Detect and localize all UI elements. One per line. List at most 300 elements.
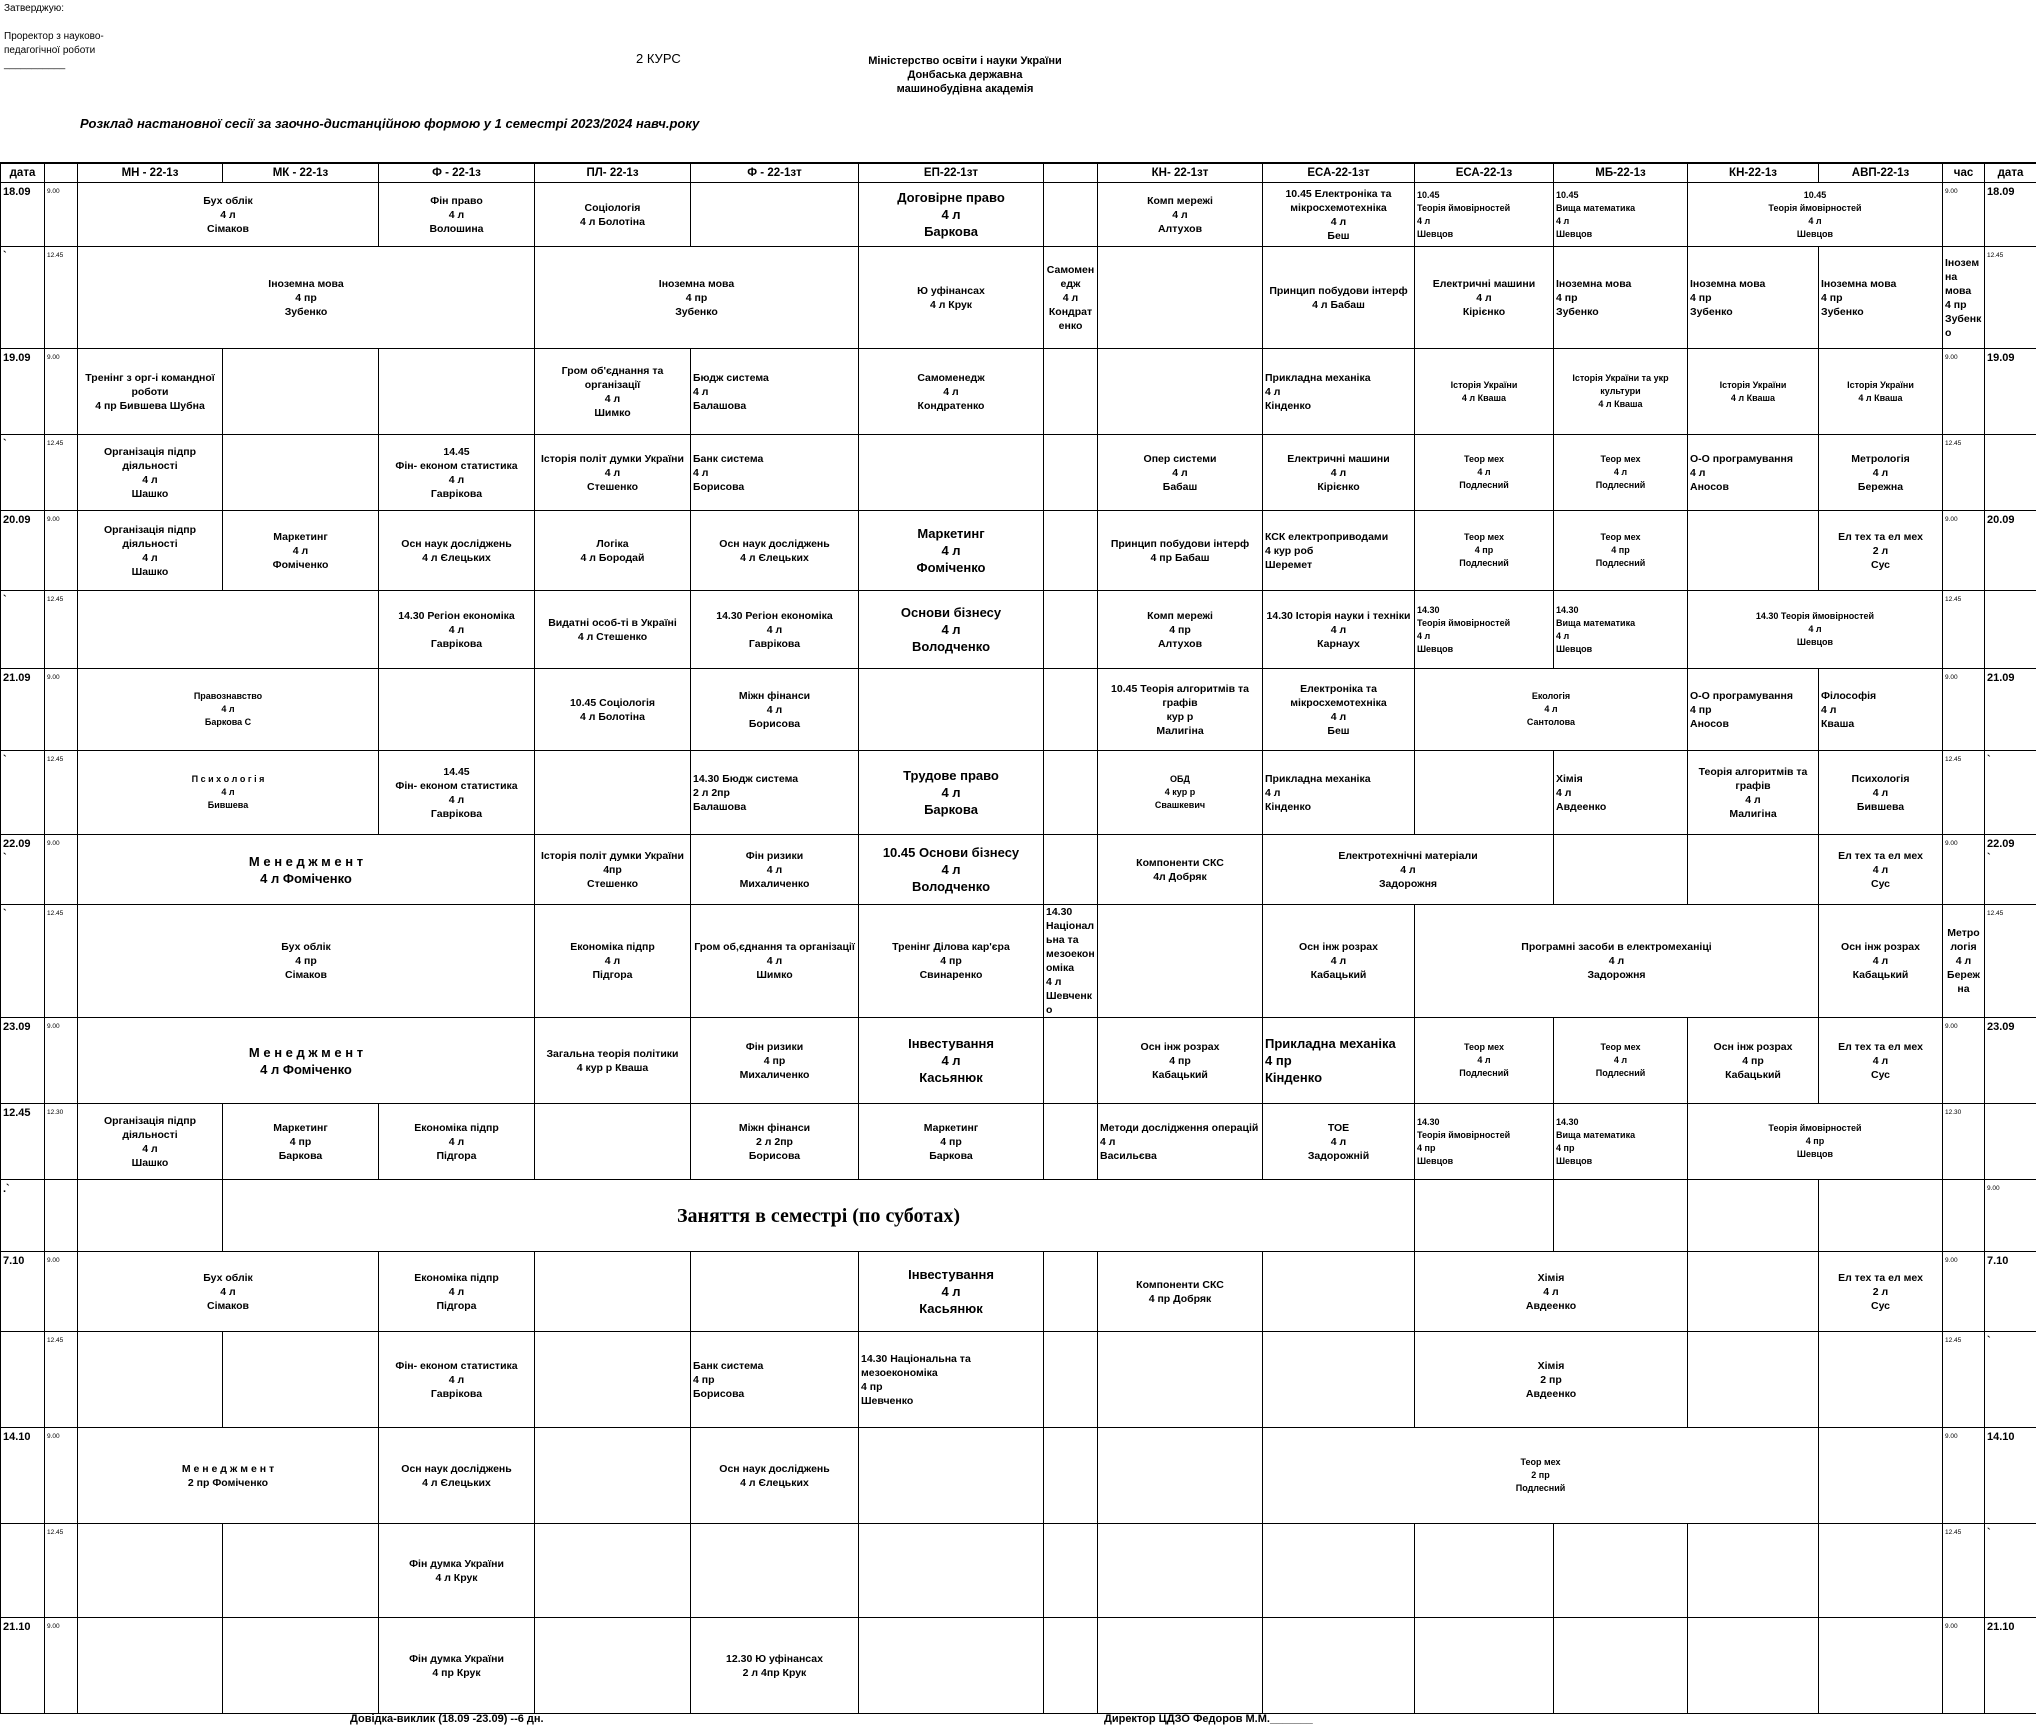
class-cell	[1415, 669, 1688, 751]
time-cell	[45, 349, 78, 435]
cell-text: Договірне право 4 л Баркова	[897, 190, 1005, 239]
class-cell	[1044, 247, 1098, 349]
cell-text: Комп мережі 4 л Алтухов	[1147, 194, 1213, 235]
class-cell	[1554, 1618, 1688, 1714]
column-header: Ф - 22-1з	[379, 163, 535, 183]
class-cell	[223, 349, 379, 435]
cell-text: Історія України та укр культури 4 л Кваша	[1572, 373, 1669, 409]
time-cell	[1943, 669, 1985, 751]
class-cell	[1098, 247, 1263, 349]
cell-text: 12.45	[1945, 1529, 1962, 1536]
column-header: дата	[1, 163, 45, 183]
date-cell	[1, 669, 45, 751]
cell-text: 9.00	[1945, 1433, 1958, 1440]
class-cell	[223, 511, 379, 591]
time-cell	[45, 1104, 78, 1180]
cell-text: 9.00	[1945, 516, 1958, 523]
schedule-row	[1, 1018, 2036, 1104]
cell-text: 12.45	[47, 596, 64, 603]
cell-text: Метрологія 4 л Бережна	[1947, 927, 1980, 995]
cell-text: М е н е д ж м е н т 4 л Фоміченко	[248, 1044, 364, 1077]
cell-text: 10.45 Теорія ймовірностей 4 л Шевцов	[1768, 189, 1862, 239]
time-cell	[1985, 905, 2036, 1018]
cell-text: Осн інж розрах 4 л Кабацький	[1299, 941, 1378, 981]
time-cell	[1943, 1618, 1985, 1714]
cell-text: 18.09	[3, 186, 31, 198]
cell-text: Ел тех та ел мех 4 л Сус	[1838, 849, 1923, 890]
cell-text: Самоменедж 4 л Кондратенко	[917, 371, 985, 412]
time-cell	[45, 669, 78, 751]
class-cell	[1554, 1524, 1688, 1618]
cell-text: Компоненти СКС 4л Добряк	[1136, 856, 1224, 883]
class-cell	[1819, 1618, 1943, 1714]
class-cell	[1415, 1104, 1554, 1180]
time-cell	[45, 835, 78, 905]
class-cell	[1688, 591, 1943, 669]
class-cell	[859, 1252, 1044, 1332]
class-cell	[859, 1018, 1044, 1104]
time-cell	[45, 1018, 78, 1104]
class-cell	[78, 1180, 223, 1252]
cell-text: 10.45 Основи бізнесу 4 л Володченко	[882, 845, 1020, 894]
class-cell	[535, 835, 691, 905]
class-cell	[1943, 905, 1985, 1018]
cell-text: `	[1987, 1527, 1991, 1539]
class-cell	[1819, 1252, 1943, 1332]
date-cell	[1985, 835, 2036, 905]
column-header: МК - 22-1з	[223, 163, 379, 183]
class-cell	[1554, 1180, 1688, 1252]
class-cell	[1263, 905, 1415, 1018]
date-cell	[1985, 1018, 2036, 1104]
class-cell	[859, 1524, 1044, 1618]
class-cell	[1688, 669, 1819, 751]
class-cell	[1415, 1524, 1554, 1618]
class-cell	[1263, 591, 1415, 669]
date-cell	[1985, 1428, 2036, 1524]
class-cell	[691, 669, 859, 751]
cell-text: Осн наук досліджень 4 л Єлецьких	[401, 537, 512, 564]
schedule-row	[1, 349, 2036, 435]
class-cell	[691, 751, 859, 835]
cell-text: М е н е д ж м е н т 4 л Фоміченко	[248, 853, 364, 886]
date-cell	[1, 1332, 45, 1428]
cell-text: Маркетинг 4 пр Баркова	[923, 1121, 979, 1162]
cell-text: 9.00	[1945, 354, 1958, 361]
cell-text: 14.30 Регіон економіка 4 л Гаврікова	[398, 609, 515, 650]
cell-text: Іноземна мова 4 пр Зубенко	[1821, 277, 1897, 318]
schedule-row	[1, 1332, 2036, 1428]
cell-text: Хімія 2 пр Авдеенко	[1525, 1359, 1577, 1400]
class-cell	[1263, 349, 1415, 435]
cell-text: 22.09 `	[3, 838, 31, 864]
class-cell	[1263, 1524, 1415, 1618]
cell-text: Інвестування 4 л Касьянюк	[908, 1267, 994, 1316]
class-cell	[78, 1332, 223, 1428]
cell-text: Теор мех 4 л Подлесний	[1595, 454, 1646, 490]
cell-text: 9.00	[1945, 840, 1958, 847]
date-cell	[1, 435, 45, 511]
cell-text: 14.45 Фін- економ статистика 4 л Гаврікова	[395, 445, 518, 500]
class-cell	[691, 591, 859, 669]
class-cell	[535, 1428, 691, 1524]
class-cell	[1098, 183, 1263, 247]
class-cell	[535, 1018, 691, 1104]
cell-text: Компоненти СКС 4 пр Добряк	[1136, 1278, 1224, 1305]
cell-text: 12.45	[47, 756, 64, 763]
cell-text: 14.30 Теорія ймовірностей 4 л Шевцов	[1755, 611, 1875, 647]
class-cell	[1044, 435, 1098, 511]
class-cell	[1044, 1018, 1098, 1104]
schedule-row	[1, 511, 2036, 591]
class-cell	[1688, 1018, 1819, 1104]
date-cell	[1, 349, 45, 435]
class-cell	[1819, 247, 1943, 349]
cell-text: 14.30 Регіон економіка 4 л Гаврікова	[716, 609, 833, 650]
date-cell	[1, 1180, 45, 1252]
class-cell	[1819, 905, 1943, 1018]
cell-text: 20.09	[3, 514, 31, 526]
time-cell	[45, 1252, 78, 1332]
class-cell	[535, 1252, 691, 1332]
column-header: дата	[1985, 163, 2036, 183]
cell-text: 21.09	[1987, 672, 2015, 684]
schedule-title: Розклад настановної сесії за заочно-дистанційною формою у 1 семестрі 2023/2024 навч.року	[80, 116, 700, 131]
class-cell	[535, 183, 691, 247]
class-cell	[1688, 183, 1943, 247]
cell-text: Історія України 4 л Кваша	[1847, 379, 1914, 403]
cell-text: Логіка 4 л Бородай	[580, 537, 645, 564]
cell-text: Фін ризики 4 пр Михаличенко	[739, 1040, 810, 1081]
date-cell	[1, 1618, 45, 1714]
schedule-row	[1, 751, 2036, 835]
cell-text: Теор мех 4 пр Подлесний	[1459, 532, 1509, 568]
class-cell	[1263, 1104, 1415, 1180]
class-cell	[1819, 435, 1943, 511]
class-cell	[1044, 511, 1098, 591]
schedule-body	[1, 163, 2036, 1714]
cell-text: `	[1987, 754, 1991, 766]
cell-text: Психологія 4 л Бившева	[1851, 772, 1910, 813]
cell-text: Фін думка України 4 пр Крук	[409, 1652, 504, 1679]
cell-text: Гром об,єднання та організації 4 л Шимко	[694, 941, 855, 981]
class-cell	[1554, 435, 1688, 511]
cell-text: Інвестування 4 л Касьянюк	[908, 1036, 994, 1085]
class-cell	[535, 751, 691, 835]
class-cell	[1554, 835, 1688, 905]
class-cell	[78, 1104, 223, 1180]
class-cell	[859, 1104, 1044, 1180]
class-cell	[78, 435, 223, 511]
cell-text: 9.00	[1945, 188, 1958, 195]
column-header: ЕП-22-1зт	[859, 163, 1044, 183]
cell-text: Іноземна мова 4 пр Зубенко	[658, 277, 735, 318]
class-cell	[379, 1618, 535, 1714]
cell-text: Хімія 4 л Авдеенко	[1556, 772, 1607, 813]
time-cell	[1943, 435, 1985, 511]
cell-text: Осн інж розрах 4 пр Кабацький	[1140, 1040, 1220, 1081]
class-cell	[379, 591, 535, 669]
date-cell	[1, 751, 45, 835]
class-cell	[1098, 1524, 1263, 1618]
schedule-row	[1, 435, 2036, 511]
class-cell	[223, 435, 379, 511]
time-cell	[1943, 1524, 1985, 1618]
time-cell	[1943, 1018, 1985, 1104]
semester-banner	[223, 1180, 1415, 1252]
class-cell	[379, 669, 535, 751]
cell-text: Комп мережі 4 пр Алтухов	[1147, 609, 1213, 650]
cell-text: Електроніка та мікросхемотехніка 4 л Беш	[1290, 682, 1387, 737]
class-cell	[859, 183, 1044, 247]
cell-text: Осн наук досліджень 4 л Єлецьких	[401, 1462, 512, 1489]
class-cell	[1688, 1618, 1819, 1714]
date-cell	[1985, 1332, 2036, 1428]
cell-text: 10.45 Теорія алгоритмів та графів кур р Малигіна	[1111, 682, 1249, 737]
approval-line: ___________	[4, 59, 66, 70]
time-cell	[45, 751, 78, 835]
cell-text: 12.45	[47, 1529, 64, 1536]
cell-text: О-О програмування 4 л Аносов	[1690, 452, 1793, 493]
class-cell	[1098, 669, 1263, 751]
class-cell	[1098, 1018, 1263, 1104]
class-cell	[1098, 1104, 1263, 1180]
class-cell	[1819, 835, 1943, 905]
class-cell	[1044, 905, 1098, 1018]
cell-text: Міжн фінанси 2 л 2пр Борисова	[738, 1121, 811, 1162]
cell-text: Правознавство 4 л Баркова С	[193, 691, 263, 727]
time-cell	[1943, 511, 1985, 591]
class-cell	[535, 247, 859, 349]
cell-text: `	[3, 908, 7, 920]
date-cell	[1, 511, 45, 591]
cell-text: Осн інж розрах 4 пр Кабацький	[1713, 1040, 1793, 1081]
class-cell	[1044, 669, 1098, 751]
cell-text: Організація підпр діяльності 4 л Шашко	[103, 523, 197, 578]
class-cell	[1098, 1618, 1263, 1714]
cell-text: Теор мех 4 пр Подлесний	[1595, 532, 1646, 568]
date-cell	[1, 591, 45, 669]
cell-text: 14.30 Теорія ймовірностей 4 л Шевцов	[1417, 604, 1511, 654]
class-cell	[691, 349, 859, 435]
cell-text: Бух облік 4 л Сімаков	[203, 1271, 253, 1312]
class-cell	[1044, 1332, 1098, 1428]
cell-text: Прикладна механіка 4 л Кінденко	[1265, 772, 1371, 813]
cell-text: ОБД 4 кур р Свашкевич	[1154, 774, 1206, 810]
class-cell	[691, 1252, 859, 1332]
date-cell	[1985, 1618, 2036, 1714]
class-cell	[379, 1252, 535, 1332]
date-cell	[1, 247, 45, 349]
class-cell	[859, 1332, 1044, 1428]
class-cell	[1688, 1180, 1819, 1252]
date-cell	[1985, 751, 2036, 835]
class-cell	[78, 511, 223, 591]
course-label: 2 КУРС	[636, 51, 681, 66]
class-cell	[535, 511, 691, 591]
cell-text: Трудове право 4 л Баркова	[903, 768, 999, 817]
cell-text: Іноземна мова 4 пр Зубенко	[1690, 277, 1766, 318]
class-cell	[691, 1618, 859, 1714]
cell-text: Маркетинг 4 пр Баркова	[273, 1121, 328, 1162]
class-cell	[1263, 511, 1415, 591]
approval-line	[4, 16, 104, 30]
cell-text: М е н е д ж м е н т 2 пр Фоміченко	[181, 1462, 275, 1489]
time-cell	[1943, 183, 1985, 247]
class-cell	[1098, 751, 1263, 835]
class-cell	[78, 835, 535, 905]
class-cell	[1415, 1252, 1688, 1332]
class-cell	[1044, 1618, 1098, 1714]
class-cell	[1044, 349, 1098, 435]
date-cell	[1, 183, 45, 247]
class-cell	[691, 435, 859, 511]
cell-text: Економіка підпр 4 л Підгора	[414, 1271, 499, 1312]
cell-text: 14.45 Фін- економ статистика 4 л Гаврікова	[395, 765, 518, 820]
cell-text: 19.09	[3, 352, 31, 364]
class-cell	[1554, 1018, 1688, 1104]
class-cell	[379, 1524, 535, 1618]
cell-text: 20.09	[1987, 514, 2015, 526]
class-cell	[1554, 349, 1688, 435]
class-cell	[1415, 1332, 1688, 1428]
class-cell	[535, 349, 691, 435]
class-cell	[1688, 1104, 1943, 1180]
schedule-row	[1, 835, 2036, 905]
cell-text: 14.30 Теорія ймовірностей 4 пр Шевцов	[1417, 1116, 1511, 1166]
class-cell	[859, 751, 1044, 835]
cell-text: Прикладна механіка 4 л Кінденко	[1265, 371, 1371, 412]
time-cell	[1943, 591, 1985, 669]
cell-text: Теор мех 4 л Подлесний	[1595, 1042, 1646, 1078]
class-cell	[78, 1252, 379, 1332]
class-cell	[1819, 1018, 1943, 1104]
date-cell	[1985, 511, 2036, 591]
cell-text: Програмні засоби в електромеханіці 4 л Задорожня	[1521, 941, 1712, 981]
class-cell	[1554, 1104, 1688, 1180]
class-cell	[1263, 835, 1554, 905]
footer-certificate-note: Довідка-виклик (18.09 -23.09) --6 дн.	[350, 1713, 544, 1725]
cell-text: 22.09 `	[1987, 838, 2015, 864]
cell-text: Фін ризики 4 л Михаличенко	[739, 849, 810, 890]
class-cell	[1688, 1252, 1819, 1332]
cell-text: Тренінг Ділова кар'єра 4 пр Свинаренко	[892, 941, 1010, 981]
class-cell	[1554, 511, 1688, 591]
class-cell	[1943, 1180, 1985, 1252]
class-cell	[1688, 1332, 1819, 1428]
class-cell	[535, 1104, 691, 1180]
cell-text: 9.00	[47, 188, 60, 195]
cell-text: 12.45	[47, 440, 64, 447]
class-cell	[859, 669, 1044, 751]
cell-text: 12.45	[1945, 440, 1962, 447]
schedule-row	[1, 183, 2036, 247]
class-cell	[379, 1104, 535, 1180]
cell-text: 12.45	[47, 1337, 64, 1344]
schedule-row	[1, 669, 2036, 751]
class-cell	[1044, 591, 1098, 669]
class-cell	[1044, 835, 1098, 905]
date-cell	[1985, 1104, 2036, 1180]
cell-text: Банк система 4 пр Борисова	[693, 1359, 764, 1400]
cell-text: 9.00	[47, 1623, 60, 1630]
cell-text: Економіка підпр 4 л Підгора	[570, 941, 655, 981]
class-cell	[1688, 511, 1819, 591]
date-cell	[1, 1252, 45, 1332]
cell-text: Організація підпр діяльності 4 л Шашко	[103, 445, 197, 500]
class-cell	[535, 905, 691, 1018]
class-cell	[691, 1018, 859, 1104]
time-cell	[1943, 1428, 1985, 1524]
class-cell	[535, 669, 691, 751]
class-cell	[78, 591, 379, 669]
cell-text: 14.30 Вища математика 4 л Шевцов	[1556, 604, 1636, 654]
cell-text: Методи дослідження операцій 4 л Васильєва	[1100, 1121, 1259, 1162]
class-cell	[78, 669, 379, 751]
cell-text: О-О програмування 4 пр Аносов	[1690, 689, 1793, 730]
class-cell	[379, 349, 535, 435]
cell-text: Ел тех та ел мех 4 л Сус	[1838, 1040, 1923, 1081]
cell-text: 12.45	[1987, 910, 2004, 917]
class-cell	[1263, 1618, 1415, 1714]
date-cell	[1985, 1252, 2036, 1332]
cell-text: Тренінг з орг-і командної роботи 4 пр Бившева Шубна	[85, 371, 215, 412]
class-cell	[1554, 591, 1688, 669]
schedule-row	[1, 905, 2036, 1018]
time-cell	[45, 1180, 78, 1252]
class-cell	[78, 751, 379, 835]
approval-line: педагогічної роботи	[4, 45, 96, 56]
date-cell	[1, 1524, 45, 1618]
class-cell	[1263, 435, 1415, 511]
column-header: АВП-22-1з	[1819, 163, 1943, 183]
time-cell	[45, 247, 78, 349]
schedule-row	[1, 1104, 2036, 1180]
class-cell	[1415, 751, 1554, 835]
class-cell	[223, 1618, 379, 1714]
class-cell	[1098, 1252, 1263, 1332]
date-cell	[1, 1104, 45, 1180]
class-cell	[1688, 247, 1819, 349]
time-cell	[45, 511, 78, 591]
class-cell	[1098, 835, 1263, 905]
class-cell	[859, 1428, 1044, 1524]
ministry-text: Міністерство освіти і науки України Донбаська державна машинобудівна академія	[868, 55, 1062, 95]
class-cell	[859, 905, 1044, 1018]
cell-text: 23.09	[1987, 1021, 2015, 1033]
class-cell	[1688, 435, 1819, 511]
cell-text: Бух облік 4 пр Сімаков	[281, 941, 331, 981]
schedule-row	[1, 1180, 2036, 1252]
cell-text: 12.45	[1945, 596, 1962, 603]
footer-director-signature: Директор ЦДЗО Федоров М.М._______	[1104, 1713, 1313, 1725]
cell-text: 7.10	[3, 1255, 25, 1267]
column-header: КН-22-1з	[1688, 163, 1819, 183]
class-cell	[1044, 1104, 1098, 1180]
cell-text: Заняття в семестрі (по суботах)	[676, 1204, 960, 1227]
column-header: ЕСА-22-1з	[1415, 163, 1554, 183]
cell-text: Видатні особ-ті в Україні 4 л Стешенко	[548, 616, 677, 643]
cell-text: Міжн фінанси 4 л Борисова	[738, 689, 811, 730]
cell-text: 12.45	[1945, 1337, 1962, 1344]
time-cell	[45, 435, 78, 511]
class-cell	[1819, 511, 1943, 591]
cell-text: 23.09	[3, 1021, 31, 1033]
class-cell	[691, 905, 859, 1018]
class-cell	[1098, 1332, 1263, 1428]
cell-text: 9.00	[47, 840, 60, 847]
cell-text: Екологія 4 л Сантолова	[1526, 691, 1576, 727]
